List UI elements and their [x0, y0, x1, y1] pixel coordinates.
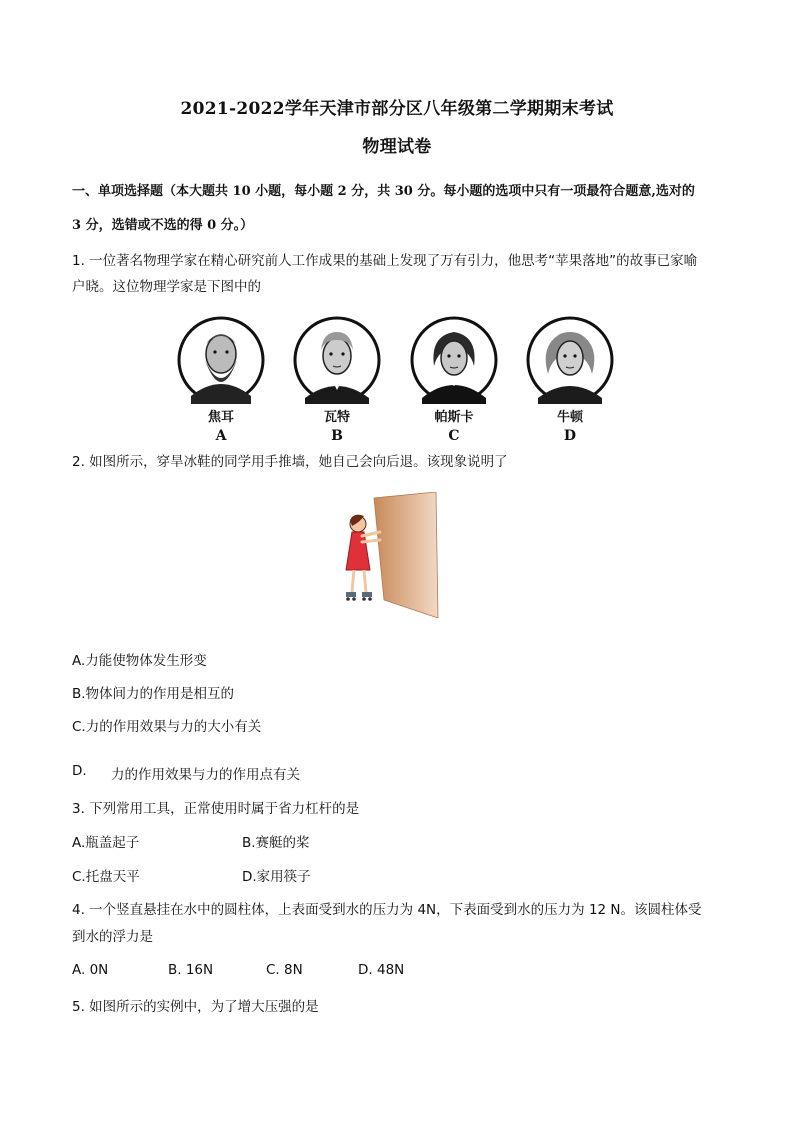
portrait-pascal-image: [410, 316, 498, 404]
option-c-letter: C: [448, 428, 460, 444]
question-2-option-d-text: 力的作用效果与力的作用点有关: [111, 767, 300, 783]
option-d-letter: D: [563, 428, 577, 444]
portrait-watt-image: [293, 316, 381, 404]
portrait-newton-image: [526, 316, 614, 404]
question-2-stem: 2. 如图所示，穿旱冰鞋的同学用手推墙，她自己会向后退。该现象说明了: [72, 454, 508, 470]
question-2-option-d-letter: D.: [72, 763, 87, 779]
question-2-option-c: C.力的作用效果与力的大小有关: [72, 719, 262, 735]
section-heading-line1: 一、单项选择题（本大题共 10 小题，每小题 2 分，共 30 分。每小题的选项中只有一项最符合题意,选对的: [72, 184, 695, 199]
question-3-option-c: C.托盘天平: [72, 869, 140, 885]
question-1-line2: 户晓。这位物理学家是下图中的: [72, 279, 261, 295]
question-4-line2: 到水的浮力是: [72, 929, 153, 945]
girl-pushing-wall-image: [340, 492, 444, 618]
exam-subtitle: 物理试卷: [362, 137, 432, 157]
option-b-letter: B: [331, 428, 343, 444]
option-c-name: 帕斯卡: [434, 410, 474, 425]
option-b-name: 瓦特: [323, 410, 350, 425]
exam-title: 2021-2022学年天津市部分区八年级第二学期期末考试: [180, 99, 614, 119]
question-4-line1: 4. 一个竖直悬挂在水中的圆柱体，上表面受到水的压力为 4N，下表面受到水的压力为 12 N。该圆柱体受: [72, 902, 702, 918]
portrait-joule-image: [177, 316, 265, 404]
question-1-line1: 1. 一位著名物理学家在精心研究前人工作成果的基础上发现了万有引力，他思考“苹果落地”的故事已家喻: [72, 253, 698, 269]
question-4-option-c: C. 8N: [266, 962, 303, 978]
question-2-option-b: B.物体间力的作用是相互的: [72, 686, 235, 702]
option-d-name: 牛顿: [556, 410, 583, 425]
question-4-option-b: B. 16N: [168, 962, 214, 978]
question-2-option-a: A.力能使物体发生形变: [72, 653, 207, 669]
option-a-letter: A: [215, 428, 227, 444]
question-3-option-b: B.赛艇的桨: [242, 835, 310, 851]
question-3-option-a: A.瓶盖起子: [72, 835, 140, 851]
question-4-option-d: D. 48N: [358, 962, 405, 978]
question-5-stem: 5. 如图所示的实例中，为了增大压强的是: [72, 999, 319, 1015]
question-3-stem: 3. 下列常用工具，正常使用时属于省力杠杆的是: [72, 801, 360, 817]
question-4-option-a: A. 0N: [72, 962, 109, 978]
option-a-name: 焦耳: [207, 410, 234, 425]
question-3-option-d: D.家用筷子: [242, 869, 311, 885]
section-heading-line2: 3 分，选错或不选的得 0 分。）: [72, 218, 254, 233]
